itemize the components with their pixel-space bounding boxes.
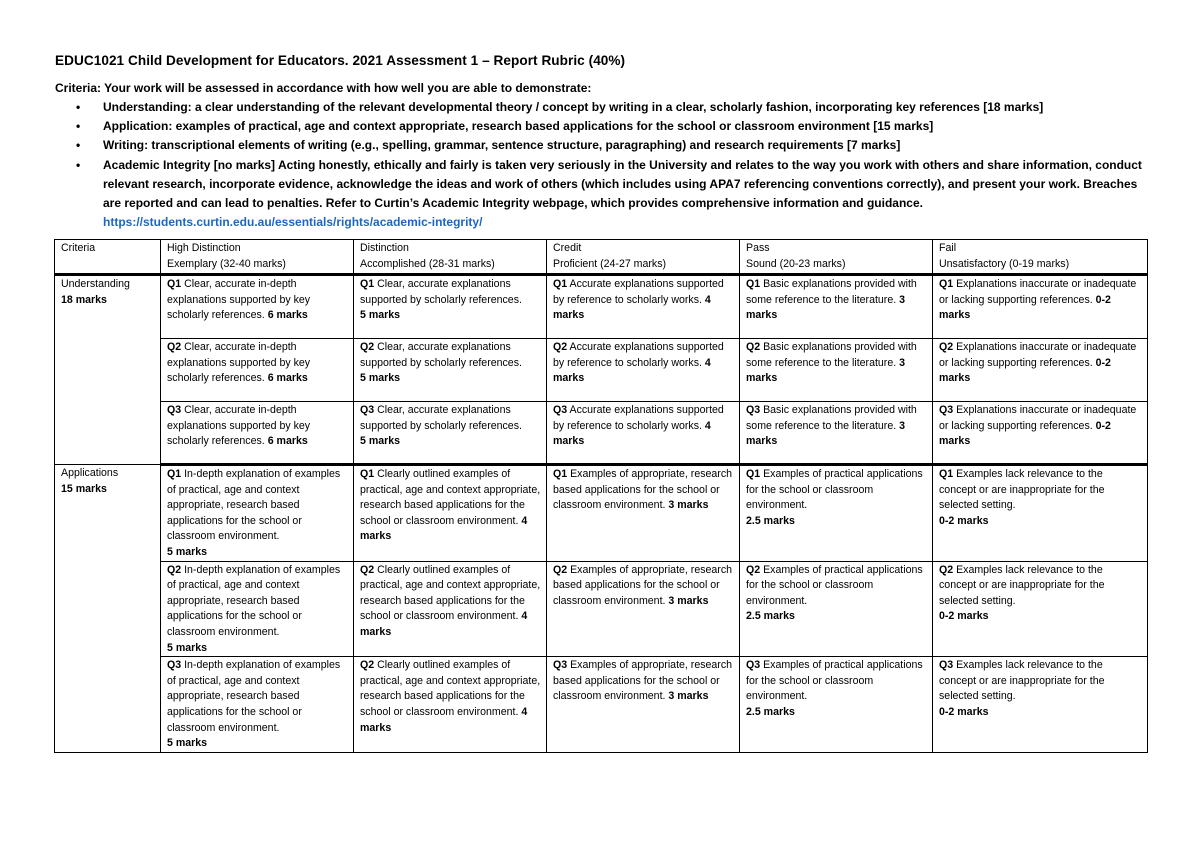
question-label: Q1 [360,468,375,480]
criteria-item-application [55,117,1155,136]
bullet-icon: • [76,100,81,114]
cell-marks: 4 marks [553,419,711,448]
criteria-marks: 18 marks [61,293,107,306]
header-high-distinction [161,240,354,275]
rubric-cell [547,465,740,562]
header-fail [933,240,1148,275]
cell-text: Clearly outlined examples of practical, age and context appropriate, research based applications for the school or classroom environment. [360,468,541,527]
rubric-cell [547,561,740,657]
rubric-cell [161,275,354,339]
header-title: Fail [939,242,957,254]
question-label: Q2 [360,341,375,353]
rubric-cell [740,275,933,339]
header-distinction [354,240,547,275]
cell-text: Clear, accurate in-depth explanations supported by key scholarly references. [167,341,311,385]
cell-text: Examples of practical applications for the school or classroom environment. [746,659,923,703]
cell-marks: 0-2 marks [939,356,1111,385]
cell-text: Accurate explanations supported by reference to scholarly works. [553,404,724,432]
cell-text: Examples lack relevance to the concept or are inappropriate for the selected setting. [939,468,1105,512]
cell-text: Examples lack relevance to the concept or are inappropriate for the selected setting. [939,659,1105,703]
cell-text: Examples of appropriate, research based applications for the school or classroom environment. [553,563,733,607]
criteria-item-academic-integrity [55,156,1155,214]
rubric-cell [933,465,1148,562]
question-label: Q3 [167,404,182,416]
cell-marks: 5 marks [360,435,401,448]
cell-marks: 6 marks [267,309,308,322]
question-label: Q3 [939,404,954,416]
cell-text: Clear, accurate explanations supported by scholarly references. [360,404,522,432]
criteria-item-understanding [55,98,1155,117]
cell-marks: 4 marks [553,356,711,385]
rubric-cell [740,402,933,465]
criteria-cell-applications [55,465,161,753]
question-label: Q1 [553,278,568,290]
criteria-marks: 15 marks [61,482,107,495]
header-title: Pass [746,242,770,254]
question-label: Q2 [167,341,182,353]
question-label: Q3 [167,659,182,672]
rubric-cell [547,339,740,402]
rubric-cell [354,275,547,339]
cell-text: Explanations inaccurate or inadequate or lacking supporting references. [939,341,1137,369]
rubric-cell [933,402,1148,465]
rubric-cell [161,657,354,753]
question-label: Q1 [746,468,761,480]
cell-marks: 4 marks [553,293,711,322]
cell-marks: 5 marks [360,372,401,385]
rubric-cell [354,402,547,465]
header-subtitle: Proficient (24-27 marks) [553,257,667,270]
cell-text: Clear, accurate explanations supported by scholarly references. [360,278,522,306]
question-label: Q2 [939,563,954,576]
header-subtitle: Accomplished (28-31 marks) [360,257,495,270]
cell-text: Examples of appropriate, research based applications for the school or classroom environment. [553,659,733,703]
cell-marks: 0-2 marks [939,419,1111,448]
criteria-item-text: Writing: transcriptional elements of writing (e.g., spelling, grammar, sentence structure, paragraphing) and research requirements [7 marks] [103,138,901,153]
question-label: Q2 [167,563,182,576]
question-label: Q1 [167,468,182,480]
cell-marks: 4 marks [360,705,528,734]
cell-text: Clearly outlined examples of practical, age and context appropriate, research based applications for the school or classroom environment. [360,659,541,718]
rubric-cell [740,465,933,562]
rubric-cell [740,561,933,657]
criteria-item-text: Understanding: a clear understanding of the relevant developmental theory / concept by writing in a clear, scholarly fashion, incorporating key references [18 marks] [103,100,1044,114]
criteria-intro: Criteria: Your work will be assessed in accordance with how well you are able to demonstrate: [55,81,592,95]
cell-text: Basic explanations provided with some reference to the literature. [746,341,917,369]
cell-marks: 4 marks [360,610,528,638]
cell-marks: 3 marks [746,293,906,322]
cell-marks: 0-2 marks [939,514,989,527]
rubric-cell [354,339,547,402]
cell-text: Basic explanations provided with some reference to the literature. [746,278,917,306]
header-title: High Distinction [167,242,241,254]
rubric-cell [161,561,354,657]
question-label: Q3 [553,659,568,672]
table-row [55,275,1148,339]
rubric-cell [354,561,547,657]
header-subtitle: Sound (20-23 marks) [746,257,846,270]
rubric-cell [933,561,1148,657]
question-label: Q3 [746,659,761,672]
cell-marks: 3 marks [668,499,709,512]
cell-text: Basic explanations provided with some reference to the literature. [746,404,917,432]
cell-marks: 0-2 marks [939,293,1111,322]
question-label: Q2 [746,341,761,353]
cell-marks: 3 marks [746,356,906,385]
cell-text: Explanations inaccurate or inadequate or lacking supporting references. [939,278,1137,306]
rubric-table [54,239,1148,753]
cell-marks: 5 marks [167,545,208,558]
header-pass [740,240,933,275]
question-label: Q1 [939,468,954,480]
criteria-name: Understanding [61,278,130,290]
cell-marks: 2.5 marks [746,610,795,623]
header-title: Distinction [360,242,409,254]
question-label: Q2 [360,659,375,672]
cell-text: Clearly outlined examples of practical, age and context appropriate, research based applications for the school or classroom environment. [360,563,541,623]
cell-text: Examples of appropriate, research based applications for the school or classroom environment. [553,468,733,512]
cell-text: In-depth explanation of examples of practical, age and context appropriate, research based applications for the school or classroom environment. [167,659,341,734]
question-label: Q3 [553,404,568,416]
cell-text: Accurate explanations supported by reference to scholarly works. [553,278,724,306]
question-label: Q2 [746,563,761,576]
academic-integrity-link[interactable]: https://students.curtin.edu.au/essentials/rights/academic-integrity/ [103,215,483,230]
header-subtitle: Exemplary (32-40 marks) [167,257,286,270]
table-row [55,402,1148,465]
table-row [55,561,1148,657]
rubric-cell [161,339,354,402]
question-label: Q2 [553,341,568,353]
cell-text: Examples of practical applications for the school or classroom environment. [746,563,923,607]
cell-text: Clear, accurate explanations supported by scholarly references. [360,341,522,369]
rubric-cell [933,657,1148,753]
cell-marks: 6 marks [267,372,308,385]
criteria-cell-understanding [55,275,161,465]
cell-marks: 6 marks [267,435,308,448]
header-title: Credit [553,242,582,254]
question-label: Q1 [167,278,182,290]
bullet-icon: • [76,119,81,134]
question-label: Q2 [360,563,375,576]
criteria-list [55,98,1155,232]
table-row [55,339,1148,402]
cell-marks: 5 marks [360,309,401,322]
cell-marks: 2.5 marks [746,705,795,718]
document-title: EDUC1021 Child Development for Educators. 2021 Assessment 1 – Report Rubric (40%) [55,53,626,68]
cell-marks: 0-2 marks [939,705,989,718]
cell-text: In-depth explanation of examples of practical, age and context appropriate, research based applications for the school or classroom environment. [167,563,341,638]
cell-marks: 5 marks [167,737,208,750]
question-label: Q2 [553,563,568,576]
cell-text: Clear, accurate in-depth explanations supported by key scholarly references. [167,404,311,448]
rubric-header-row [55,240,1148,275]
cell-marks: 2.5 marks [746,514,795,527]
cell-marks: 3 marks [668,690,709,703]
cell-marks: 3 marks [746,419,906,448]
cell-text: In-depth explanation of examples of practical, age and context appropriate, research based applications for the school or classroom environment. [167,468,341,543]
criteria-item-text: Application: examples of practical, age and context appropriate, research based applications for the school or classroom environment [15 marks] [103,119,934,134]
question-label: Q1 [746,278,761,290]
cell-marks: 4 marks [360,514,528,543]
header-criteria [55,240,161,275]
question-label: Q2 [939,341,954,353]
bullet-icon: • [76,138,81,153]
rubric-cell [161,465,354,562]
header-credit [547,240,740,275]
cell-marks: 3 marks [668,594,709,607]
criteria-item-text: Academic Integrity [no marks] Acting honestly, ethically and fairly is taken very seriously in the University and relates to the way you work with others and share information, conduct relevant research, incorporate evidence, acknowledge the ideas and work of others (which includes using APA7 referencing conventions correctly), and present your work. Breaches are reported and can lead to penalties. Refer to Curtin’s Academic Integrity webpage, which provides comprehensive information and guidance. [103,157,1142,211]
cell-text: Clear, accurate in-depth explanations supported by key scholarly references. [167,278,311,322]
cell-text: Examples of practical applications for the school or classroom environment. [746,468,923,512]
criteria-item-writing [55,136,1155,155]
rubric-cell [161,402,354,465]
rubric-cell [547,657,740,753]
rubric-cell [547,275,740,339]
cell-text: Examples lack relevance to the concept or are inappropriate for the selected setting. [939,563,1105,607]
rubric-cell [933,275,1148,339]
criteria-name: Applications [61,467,119,479]
cell-text: Explanations inaccurate or inadequate or lacking supporting references. [939,404,1137,432]
table-row [55,465,1148,562]
header-title: Criteria [61,242,96,254]
table-row [55,657,1148,753]
rubric-cell [933,339,1148,402]
rubric-cell [547,402,740,465]
cell-marks: 5 marks [167,641,208,654]
rubric-cell [354,657,547,753]
question-label: Q3 [939,659,954,672]
question-label: Q3 [360,404,375,416]
question-label: Q1 [360,278,375,290]
rubric-cell [354,465,547,562]
rubric-cell [740,657,933,753]
cell-marks: 0-2 marks [939,610,989,623]
question-label: Q1 [553,468,568,480]
cell-text: Accurate explanations supported by reference to scholarly works. [553,341,724,369]
header-subtitle: Unsatisfactory (0-19 marks) [939,257,1070,270]
question-label: Q1 [939,278,954,290]
bullet-icon: • [76,157,81,172]
question-label: Q3 [746,404,761,416]
rubric-cell [740,339,933,402]
